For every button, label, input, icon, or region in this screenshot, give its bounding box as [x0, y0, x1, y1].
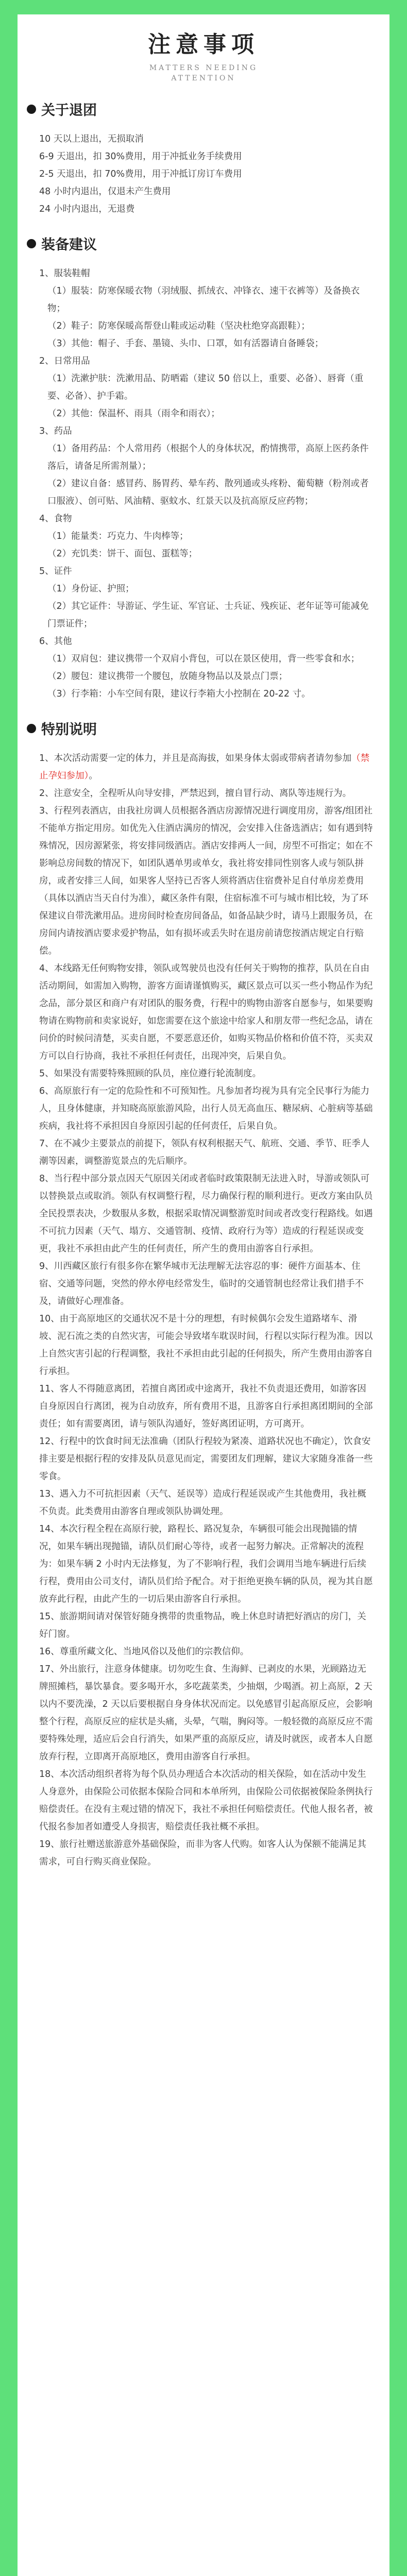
note-paragraph: 18、本次活动组织者将为每个队员办理适合本次活动的相关保险，如在活动中发生人身意外，由保险公司依据本保险合同和本单所列，由保险公司依据被保险条例执行赔偿责任。在没有主观过错的情况下，我社不承担任何赔偿责任。代他人报名者，被代报名参加者如遭受人身损害，赔偿责任我社概不承担。 — [39, 1769, 373, 1832]
gear-item: （1）双肩包：建议携带一个双肩小背包，可以在景区使用，背一些零食和水； — [47, 654, 360, 664]
note-paragraph: 9、川西藏区旅行有很多你在繁华城市无法理解无法容忍的事：硬件方面基本、住宿、交通等问题，突然的停水停电经常发生，临时的交通管制也经常让我们措手不及，请做好心理准备。 — [39, 1261, 364, 1307]
note-text: 1、本次活动需要一定的体力，并且是高海拔，如果身体太弱或带病者请勿参加 — [39, 753, 352, 764]
gear-category: 4、食物 — [39, 514, 72, 524]
note-paragraph: 14、本次行程全程在高原行驶，路程长、路况复杂，车辆很可能会出现抛锚的情况，如果车辆出现抛锚，请队员们耐心等待，或者一起努力解决。正常解决的流程为：如果车辆 2 小时内无法修复，为了不影响行程，我们会调用当地车辆进行后续行程，费用由公司支付，请队员们给予配合。对于拒绝更换车辆的队员，视为其自愿放弃此行程，由此产生的一切后果由游客自行承担。 — [39, 1524, 373, 1604]
gear-list — [27, 265, 380, 703]
page-header — [18, 14, 389, 83]
refund-item: 48 小时内退出，仅退未产生费用 — [39, 187, 171, 197]
note-paragraph: 5、如果没有需要特殊照顾的队员，座位遵行轮流制度。 — [39, 1069, 262, 1079]
refund-heading-text: 关于退团 — [41, 103, 97, 118]
gear-section — [18, 233, 389, 703]
note-paragraph: 17、外出旅行，注意身体健康。切勿吃生食、生海鲜、已剥皮的水果，光顾路边无牌照摊档，暴饮暴食。要多喝开水，多吃蔬菜类，少抽烟，少喝酒。初上高原，2 天以内不要洗澡，2 天以后要根据自身身体状况而定。以免感冒引起高原反应，会影响整个行程，高原反应的症状是头痛，头晕，气喘，胸闷等。一般轻微的高原反应不需要特殊处理，适应后会自行消失，如果严重的高原反应，请及时就医，或者本人自愿放弃行程，立即离开高原地区，费用由游客自行承担。 — [39, 1664, 373, 1762]
refund-item: 2-5 天退出，扣 70%费用，用于冲抵订房订车费用 — [39, 169, 242, 179]
note-paragraph: 15、旅游期间请对保管好随身携带的贵重物品，晚上休息时请把好酒店的房门，关好门窗。 — [39, 1612, 366, 1639]
refund-item: 24 小时内退出，无退费 — [39, 204, 135, 214]
note-paragraph — [39, 750, 374, 785]
gear-item: （1）洗漱护肤：洗漱用品、防晒霜（建议 50 倍以上，重要、必备）、唇膏（重要、必备）、护手霜。 — [47, 374, 364, 401]
notes-section — [18, 718, 389, 1871]
gear-item: （2）鞋子：防寒保暖高帮登山鞋或运动鞋（坚决杜绝穿高跟鞋）； — [47, 321, 310, 331]
gear-item: （3）其他：帽子、手套、墨镜、头巾、口罩，如有活器请自备睡袋； — [47, 338, 324, 349]
gear-item: （3）行李箱：小车空间有限，建议行李箱大小控制在 20-22 寸。 — [47, 689, 311, 699]
gear-item: （2）充饥类：饼干、面包、蛋糕等； — [47, 549, 198, 559]
bullet-dot-icon — [27, 724, 36, 733]
refund-item: 6-9 天退出，扣 30%费用，用于冲抵业务手续费用 — [39, 151, 242, 162]
gear-heading — [27, 233, 380, 253]
note-paragraph: 12、行程中的饮食时间无法准确（团队行程较为紧凑、道路状况也不确定），饮食安排主要是根据行程的安排及队员意见而定，需要团友们理解，建议大家随身准备一些零食。 — [39, 1436, 373, 1482]
notes-list — [27, 750, 380, 1871]
note-paragraph: 4、本线路无任何购物安排，领队或驾驶员也没有任何关于购物的推荐，队员在自由活动期间，如需加入购物，游客方面请谨慎购买，藏区景点可以买一些小物品作为纪念品，部分景区和商户有对团队的服务费，行程中的购物由游客自愿参与，如果要购物请在购物前和卖家说好，如您需要在这个旅途中给家人和朋友带一些纪念品，请在问价的时候问清楚，买卖自愿，不要恶意还价，如购买物品价格和价值不符，买卖双方可以自行协商，我社不承担任何责任，出现冲突，后果自负。 — [39, 963, 373, 1061]
warning-text: （禁止孕妇参加） — [39, 753, 370, 781]
gear-category: 6、其他 — [39, 636, 72, 647]
gear-item: （1）服装：防寒保暖衣物（羽绒服、抓绒衣、冲锋衣、速干衣裤等）及备换衣物； — [47, 286, 360, 314]
note-text: 。 — [89, 771, 98, 781]
page-subtitle-line: ATTENTION — [171, 74, 236, 82]
refund-list — [27, 130, 380, 218]
refund-heading — [27, 99, 380, 119]
note-paragraph: 10、由于高原地区的交通状况不是十分的理想，有时候偶尔会发生道路堵车、滑坡、泥石流之类的自然灾害，可能会导致堵车耽误时间，行程以实际行程为准。因以上自然灾害引起的行程调整，我社不承担由此引起的任何损失，所产生费用由游客自行承担。 — [39, 1314, 373, 1377]
page-title: 注意事项 — [148, 31, 259, 58]
note-paragraph: 8、当行程中部分景点因天气原因关闭或者临时政策限制无法进入时，导游或领队可以替换景点或取消。领队有权调整行程，尽力确保行程的顺利进行。更改方案由队员全民投票表决，少数服从多数，根据采取情况调整游览时间或者改变行程路线。如遇不可抗力因素（天气、塌方、交通管制、疫情、政府行为等）造成的行程延误或变更，我社不承担由此产生的任何责任，所产生的费用由游客自行承担。 — [39, 1174, 373, 1254]
bullet-dot-icon — [27, 105, 36, 114]
note-paragraph: 2、注意安全，全程听从向导安排，严禁迟到，擅自冒行动、离队等违规行为。 — [39, 788, 352, 799]
note-paragraph: 7、在不减少主要景点的前提下，领队有权利根据天气、航班、交通、季节、旺季人潮等因素，调整游览景点的先后顺序。 — [39, 1139, 370, 1166]
gear-item: （2）其它证件：导游证、学生证、军官证、士兵证、残疾证、老年证等可能减免门票证件； — [47, 601, 369, 629]
gear-item: （2）建议自备：感冒药、肠胃药、晕车药、散列通或头疼粉、葡萄糖（粉剂或者口服液）、创可贴、风油精、驱蚊水、红景天以及抗高原反应药物； — [47, 479, 369, 506]
refund-section — [18, 99, 389, 218]
notes-heading — [27, 718, 380, 738]
note-paragraph: 16、尊重所藏文化、当地风俗以及他们的宗教信仰。 — [39, 1647, 249, 1657]
content-card — [18, 14, 389, 2576]
refund-item: 10 天以上退出，无损取消 — [39, 134, 144, 144]
gear-category: 1、服装鞋帽 — [39, 268, 90, 279]
note-paragraph: 3、行程列表酒店，由我社房调人员根据各酒店房源情况进行调度用房，游客/组团社不能单方指定用房。如优先入住酒店满房的情况，会安排入住备选酒店；如有遇到特殊情况，因房源紧张，将安排同级酒店。酒店安排两人一间，房型不可指定；如在不影响总房间数的情况下，如团队遇单男或单女，我社将安排同性别客人或与领队拼房，或者安排三人间，如果客人坚持已否客人须将酒店住宿费补足自付单房差费用（具体以酒店当天自付为准），藏区条件有限，住宿标准不可与城市相比较，为了环保建议自带洗漱用品。进房间时检查房间备品，如备品缺少时，请马上跟服务员，在房间内请按酒店要求爱护物品，如有损坏或丢失时在退房前请您按酒店规定自行赔偿。 — [39, 806, 373, 956]
note-paragraph: 6、高原旅行有一定的危险性和不可预知性。凡参加者均视为具有完全民事行为能力人，且身体健康，并知晓高原旅游风险，出行人员无高血压、糖尿病、心脏病等基础疾病，我社将不承担因自身原因引起的任何责任，后果自负。 — [39, 1086, 373, 1131]
gear-item: （1）身份证、护照； — [47, 584, 134, 594]
note-paragraph: 11、客人不得随意离团，若擅自离团或中途离开，我社不负责退还费用，如游客因自身原因自行离团，视为自动放弃，所有费用不退，且游客自行承担离团期间的全部责任；如有需要离团，请与领队沟通好，签好离团证明，方可离开。 — [39, 1384, 373, 1429]
gear-item: （2）腰包：建议携带一个腰包，放随身物品以及景点门票； — [47, 671, 288, 682]
gear-category: 2、日常用品 — [39, 356, 90, 366]
note-paragraph: 19、旅行社赠送旅游意外基础保险，而非为客人代购。如客人认为保额不能满足其需求，可自行购买商业保险。 — [39, 1839, 366, 1867]
page-subtitle-line: MATTERS NEEDING — [149, 64, 258, 72]
gear-item: （1）备用药品：个人常用药（根据个人的身体状况，酌情携带，高原上医药条件落后，请备足所需剂量）； — [47, 444, 369, 471]
gear-category: 3、药品 — [39, 426, 72, 436]
gear-category: 5、证件 — [39, 566, 72, 577]
gear-heading-text: 装备建议 — [41, 237, 97, 253]
note-paragraph: 13、遇入力不可抗拒因素（天气、延误等）造成行程延误或产生其他费用，我社概不负责。此类费用由游客自理或领队协调处理。 — [39, 1489, 366, 1517]
notes-heading-text: 特别说明 — [41, 722, 97, 738]
page-subtitle — [18, 63, 389, 83]
bullet-dot-icon — [27, 239, 36, 248]
gear-item: （2）其他：保温杯、雨具（雨伞和雨衣）； — [47, 409, 220, 419]
gear-item: （1）能量类：巧克力、牛肉棒等； — [47, 531, 189, 541]
